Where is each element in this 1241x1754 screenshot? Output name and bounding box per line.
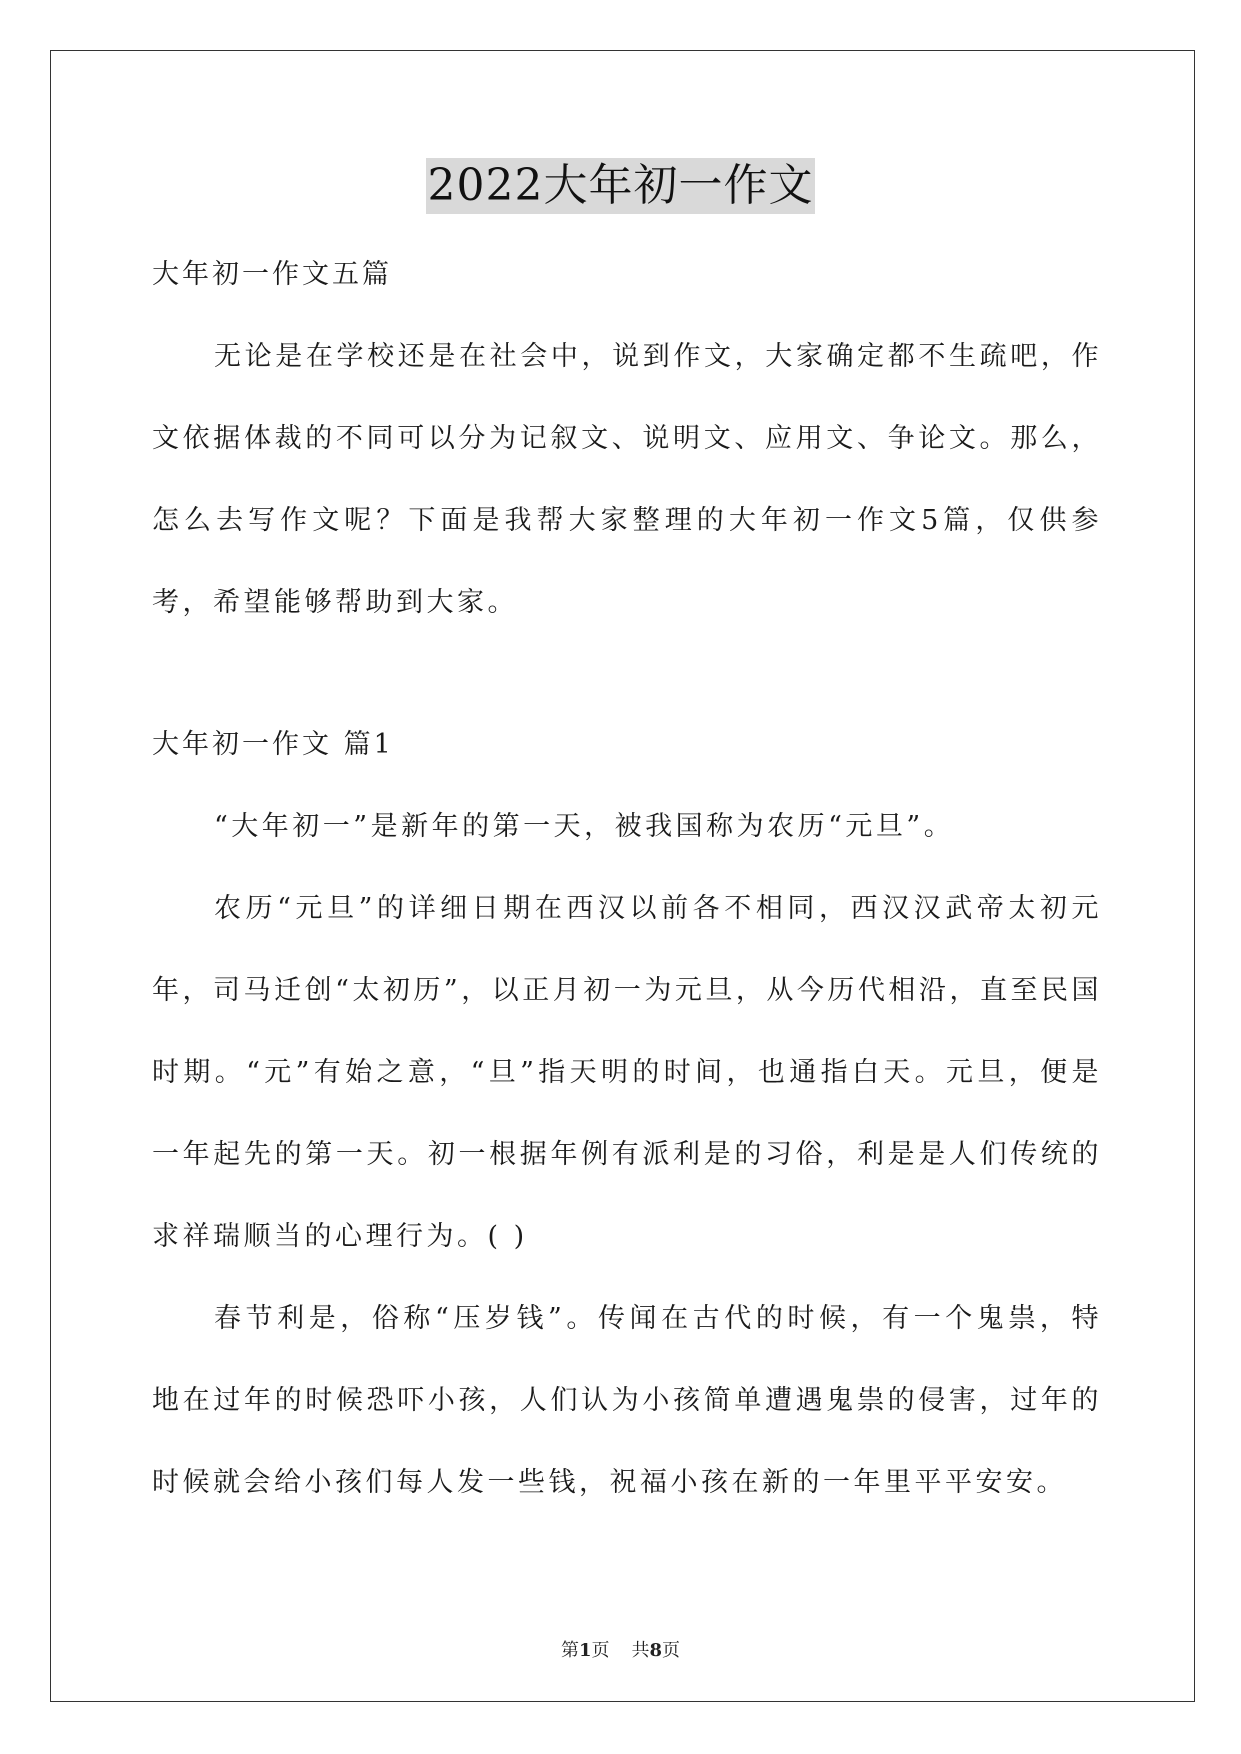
page-suffix: 页 bbox=[591, 1640, 610, 1661]
current-page-number: 1 bbox=[578, 1640, 592, 1661]
section-heading: 大年初一作文 篇1 bbox=[152, 729, 394, 760]
total-page-number: 8 bbox=[649, 1640, 663, 1661]
body-paragraph: 农历“元旦”的详细日期在西汉以前各不相同，西汉汉武帝太初元年，司马迁创“太初历”，以正月初一为元旦，从今历代相沿，直至民国时期。“元”有始之意，“旦”指天明的时间，也通指白天。元旦，便是一年起先的第一天。初一根据年例有派利是的习俗，利是是人们传统的求祥瑞顺当的心理行为。( ) bbox=[152, 893, 1102, 1252]
spacer bbox=[152, 644, 1102, 704]
body-paragraph: “大年初一”是新年的第一天，被我国称为农历“元旦”。 bbox=[214, 811, 955, 842]
intro-paragraph: 无论是在学校还是在社会中，说到作文，大家确定都不生疏吧，作文依据体裁的不同可以分为记叙文、说明文、应用文、争论文。那么，怎么去写作文呢？下面是我帮大家整理的大年初一作文5篇，仅供参考，希望能够帮助到大家。 bbox=[152, 341, 1102, 618]
page-footer bbox=[0, 1636, 1241, 1662]
document-body bbox=[152, 234, 1102, 1524]
title-container bbox=[0, 158, 1241, 214]
total-prefix: 共 bbox=[631, 1640, 650, 1661]
document-title: 2022大年初一作文 bbox=[426, 158, 816, 214]
page-prefix: 第 bbox=[560, 1640, 579, 1661]
body-paragraph: 春节利是，俗称“压岁钱”。传闻在古代的时候，有一个鬼祟，特地在过年的时候恐吓小孩，人们认为小孩简单遭遇鬼祟的侵害，过年的时候就会给小孩们每人发一些钱，祝福小孩在新的一年里平平安安。 bbox=[152, 1303, 1102, 1498]
total-suffix: 页 bbox=[662, 1640, 681, 1661]
document-subtitle: 大年初一作文五篇 bbox=[152, 259, 392, 290]
